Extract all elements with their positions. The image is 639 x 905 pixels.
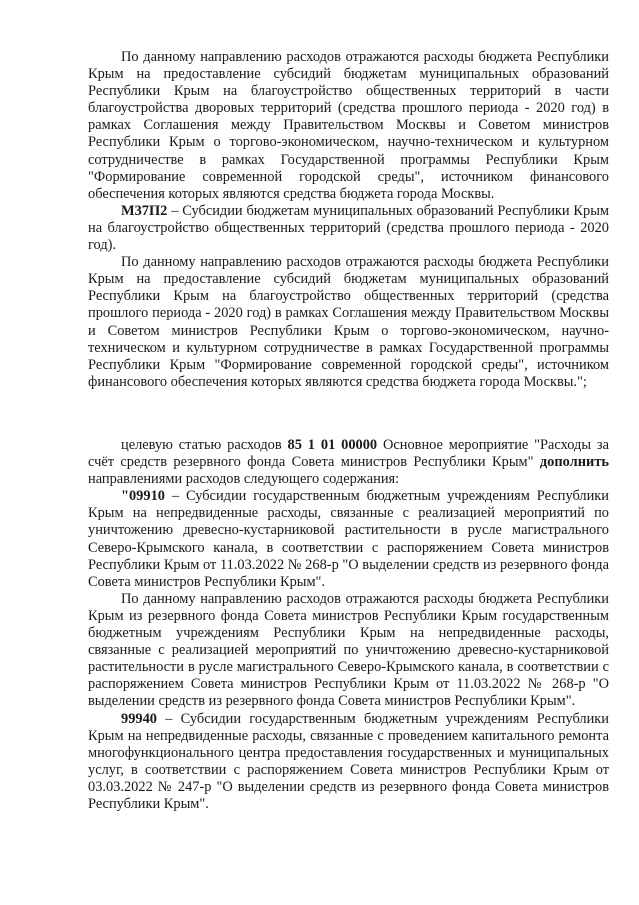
- paragraph-description-2: По данному направлению расходов отражаются расходы бюджета Республики Крым на предоставление субсидий бюджетам муниципальных образований Республики Крым на благоустройство общественных территорий (средства прошлого периода - 2020 год) в рамках Соглашения между Правительством Москвы и Советом министров Республики Крым о торгово-экономическом, научно-техническом и культурном сотрудничестве в рамках Государственной программы Республики Крым "Формирование современной городской среды", источником финансового обеспечения которых являются средства бюджета города Москвы.";: [88, 254, 609, 390]
- target-article-prefix: целевую статью расходов: [121, 437, 288, 453]
- expense-code: М37П2: [121, 202, 168, 219]
- amend-keyword: дополнить: [539, 454, 609, 471]
- paragraph-target-article: [88, 437, 609, 488]
- expense-code-description: – Субсидии государственным бюджетным учреждениям Республики Крым на непредвиденные расходы, связанные с проведением капитального ремонта многофункционального центра предоставления государственных и муниципальных услуг, в соответствии с распоряжением Совета министров Республики Крым от 03.03.2022 № 247-р "О выделении средств из резервного фонда Совета министров Республики Крым".: [88, 710, 609, 812]
- target-article-name: Основное мероприятие "Расходы за счёт средств резервного фонда Совета министров Республики Крым": [88, 437, 609, 471]
- expense-code: 99940: [121, 710, 157, 727]
- paragraph-description-3: По данному направлению расходов отражаются расходы бюджета Республики Крым из резервного фонда Совета министров Республики Крым государственным бюджетным учреждениям Республики Крым на непредвиденные расходы, связанные с реализацией мероприятий по уничтожению древесно-кустарниковой растительности в русле магистрального Северо-Крымского канала, в соответствии с распоряжением Совета министров Республики Крым от 11.03.2022 № 268-р "О выделении средств из резервного фонда Совета министров Республики Крым".: [88, 590, 609, 710]
- target-article-code: 85 1 01 00000: [287, 437, 378, 453]
- body-text-lower: [88, 437, 609, 813]
- expense-code-description: – Субсидии государственным бюджетным учреждениям Республики Крым на непредвиденные расходы, связанные с реализацией мероприятий по уничтожению древесно-кустарниковой растительности в русле магистрального Северо-Крымского канала, в соответствии с распоряжением Совета министров Республики Крым от 11.03.2022 № 268-р "О выделении средств из резервного фонда Совета министров Республики Крым".: [88, 488, 609, 590]
- expense-code-description: – Субсидии бюджетам муниципальных образований Республики Крым на благоустройство общественных территорий (средства прошлого периода - 2020 год).: [88, 202, 609, 254]
- paragraph-code-09910: [88, 488, 609, 591]
- paragraph-code-m37p2: [88, 203, 609, 254]
- body-text-upper: [88, 49, 609, 391]
- paragraph-code-99940: [88, 711, 609, 814]
- paragraph-description-1: По данному направлению расходов отражаются расходы бюджета Республики Крым на предоставление субсидий бюджетам муниципальных образований Республики Крым на благоустройство общественных территорий в части благоустройства дворовых территорий (средства прошлого периода - 2020 год) в рамках Соглашения между Правительством Москвы и Советом министров Республики Крым о торгово-экономическом, научно-техническом и культурном сотрудничестве в рамках Государственной программы Республики Крым "Формирование современной городской среды", источником финансового обеспечения которых являются средства бюджета города Москвы.: [88, 49, 609, 202]
- expense-code: "09910: [121, 488, 165, 505]
- target-article-suffix: направлениями расходов следующего содержания:: [88, 471, 400, 488]
